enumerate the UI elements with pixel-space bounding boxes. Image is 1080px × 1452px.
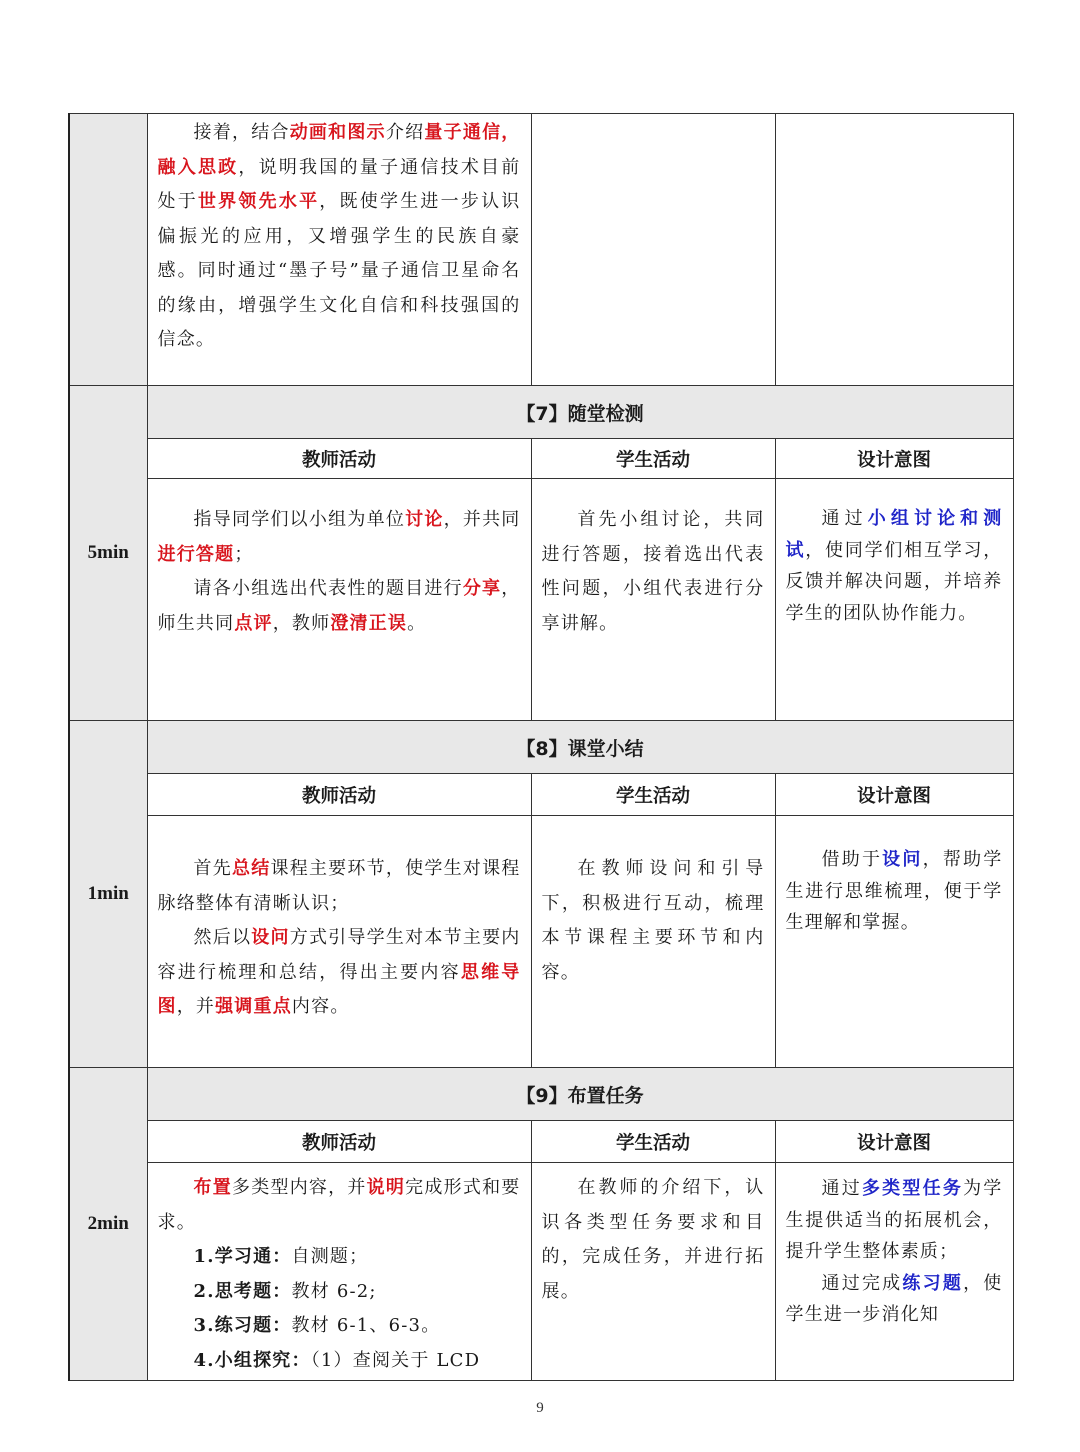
time-cell: 5min — [69, 386, 147, 721]
body-text: ，既使学生进一步认识偏振光的应用，又增强学生的民族自豪感。同时通过“墨子号”量子通信卫星命名的缘由，增强学生文化自信和科技强国的信念。 — [157, 191, 521, 350]
section-title-row — [69, 1068, 1013, 1121]
body-text: ，教师 — [272, 612, 331, 634]
highlight-blue-text: 练习题 — [902, 1272, 964, 1294]
body-text: ，帮助学生进行思维梳理，便于学生理解和掌握。 — [785, 849, 1003, 933]
teacher-activity-header: 教师活动 — [147, 439, 531, 479]
highlight-red-text: 分享 — [462, 578, 502, 599]
student-activity-cell — [531, 114, 775, 386]
body-text: 借助于 — [821, 849, 883, 870]
teacher-activity-cell — [147, 1163, 531, 1381]
bold-label-text: 1.学习通： — [193, 1246, 292, 1267]
student-activity-header: 学生活动 — [531, 439, 775, 479]
highlight-red-text: 点评 — [234, 612, 273, 634]
teacher-activity-text — [148, 1163, 531, 1378]
body-text: 自测题； — [291, 1246, 369, 1267]
paragraph — [158, 1309, 521, 1344]
body-text: 通过 — [821, 508, 868, 529]
paragraph — [786, 503, 1003, 629]
highlight-red-text: 总结 — [231, 858, 271, 879]
paragraph — [158, 1240, 521, 1275]
content-row — [69, 479, 1013, 721]
body-text: 首先小组讨论，共同进行答题，接着选出代表性问题，小组代表进行分享讲解。 — [541, 509, 765, 634]
section-title-row — [69, 386, 1013, 439]
time-cell: 1min — [69, 721, 147, 1068]
design-intent-header: 设计意图 — [775, 439, 1013, 479]
student-activity-text — [532, 1163, 775, 1309]
student-activity-header: 学生活动 — [531, 774, 775, 816]
body-text: ； — [234, 543, 254, 565]
body-text: 通过完成 — [821, 1272, 903, 1294]
teacher-activity-cell — [147, 114, 531, 386]
paragraph — [158, 1275, 521, 1310]
teacher-activity-text — [148, 479, 531, 641]
body-text: 通过 — [821, 1178, 862, 1199]
highlight-red-text: 思维导图 — [157, 961, 521, 1017]
highlight-red-text: 布置 — [193, 1177, 232, 1198]
student-activity-text — [532, 816, 775, 990]
body-text: 首先 — [193, 858, 232, 879]
highlight-red-text: 世界领先水平 — [197, 191, 320, 212]
bold-label-text: 2.思考题： — [193, 1280, 292, 1302]
design-intent-cell — [775, 479, 1013, 721]
highlight-red-text: 设问 — [251, 927, 290, 948]
section-title: 【9】布置任务 — [147, 1068, 1013, 1121]
design-intent-header: 设计意图 — [775, 1121, 1013, 1163]
body-text: 指导同学们以小组为单位 — [193, 509, 406, 530]
section-title: 【8】课堂小结 — [147, 721, 1013, 774]
body-text: 内容。 — [291, 996, 350, 1017]
paragraph — [542, 852, 765, 990]
body-text: （1）查阅关于 LCD — [310, 1349, 481, 1371]
student-activity-header: 学生活动 — [531, 1121, 775, 1163]
body-text: 在教师的介绍下，认识各类型任务要求和目的，完成任务，并进行拓展。 — [541, 1177, 765, 1302]
paragraph — [786, 1268, 1003, 1331]
content-row — [69, 816, 1013, 1068]
body-text: 教材 6-2; — [291, 1280, 377, 1302]
body-text: 完成形式和要求。 — [157, 1177, 521, 1233]
teacher-activity-header: 教师活动 — [147, 1121, 531, 1163]
teacher-activity-cell — [147, 479, 531, 721]
body-text: ，并共同 — [443, 509, 521, 530]
body-text: ，使学生进一步消化知 — [785, 1272, 1003, 1325]
continued-row — [69, 114, 1013, 386]
teacher-activity-header: 教师活动 — [147, 774, 531, 816]
time-cell-continued — [69, 114, 147, 386]
highlight-red-text: 强调重点 — [215, 996, 292, 1017]
paragraph — [786, 1173, 1003, 1268]
body-text: 为学生提供适当的拓展机会，提升学生整体素质； — [785, 1178, 1003, 1262]
paragraph — [158, 503, 521, 572]
page-number: 9 — [536, 1400, 544, 1416]
body-text: ，并 — [176, 996, 216, 1017]
highlight-red-text: 澄清正误 — [330, 612, 408, 634]
bold-label-text: 3.练习题： — [193, 1315, 292, 1336]
body-text: ，师生共同 — [157, 578, 521, 634]
body-text: 然后以 — [193, 927, 252, 948]
body-text: 多类型内容，并 — [231, 1177, 367, 1198]
highlight-blue-text: 多类型任务 — [861, 1178, 964, 1199]
body-text: 在教师设问和引导下，积极进行互动，梳理本节课程主要环节和内容。 — [541, 858, 765, 983]
body-text: 方式引导学生对本节主要内容进行梳理和总结，得出主要内容 — [157, 927, 521, 983]
paragraph — [158, 1344, 521, 1379]
highlight-red-text: 量子通信，融入思政 — [157, 122, 521, 178]
design-intent-header: 设计意图 — [775, 774, 1013, 816]
bold-label-text: 4.小组探究： — [193, 1349, 311, 1371]
column-header-row — [69, 439, 1013, 479]
time-cell: 2min — [69, 1068, 147, 1381]
highlight-red-text: 说明 — [366, 1177, 406, 1198]
lesson-plan-table — [68, 113, 1014, 1381]
body-text: 请各小组选出代表性的题目进行 — [193, 578, 463, 599]
paragraph — [158, 921, 521, 1025]
design-intent-cell — [775, 114, 1013, 386]
design-intent-cell — [775, 1163, 1013, 1381]
section-title: 【7】随堂检测 — [147, 386, 1013, 439]
student-activity-text — [532, 479, 775, 641]
body-text: 教材 6-1、6-3。 — [291, 1315, 441, 1336]
teacher-activity-cell — [147, 816, 531, 1068]
body-text: 。 — [407, 612, 427, 634]
column-header-row — [69, 774, 1013, 816]
content-row — [69, 1163, 1013, 1381]
body-text: 课程主要环节，使学生对课程脉络整体有清晰认识； — [157, 858, 521, 914]
highlight-red-text: 讨论 — [405, 509, 444, 530]
highlight-red-text: 进行答题 — [157, 543, 235, 565]
body-text: ，说明我国的量子通信技术目前处于 — [157, 156, 521, 212]
teacher-activity-text — [148, 816, 531, 1025]
paragraph — [158, 852, 521, 921]
design-intent-text — [776, 1163, 1013, 1331]
highlight-red-text: 动画和图示 — [289, 122, 386, 143]
continued-teacher-text — [158, 116, 521, 358]
body-text: ，使同学们相互学习，反馈并解决问题，并培养学生的团队协作能力。 — [785, 539, 1003, 624]
body-text: 接着，结合 — [193, 122, 290, 143]
paragraph — [158, 572, 521, 641]
body-text: 介绍 — [385, 122, 425, 143]
section-title-row — [69, 721, 1013, 774]
design-intent-text — [776, 479, 1013, 629]
student-activity-cell — [531, 816, 775, 1068]
highlight-blue-text: 设问 — [882, 849, 923, 870]
column-header-row — [69, 1121, 1013, 1163]
design-intent-cell — [775, 816, 1013, 1068]
paragraph — [158, 1171, 521, 1240]
paragraph — [542, 503, 765, 641]
paragraph — [542, 1171, 765, 1309]
highlight-blue-text: 小组讨论和测试 — [785, 508, 1003, 561]
student-activity-cell — [531, 1163, 775, 1381]
design-intent-text — [776, 816, 1013, 939]
paragraph — [786, 844, 1003, 939]
student-activity-cell — [531, 479, 775, 721]
